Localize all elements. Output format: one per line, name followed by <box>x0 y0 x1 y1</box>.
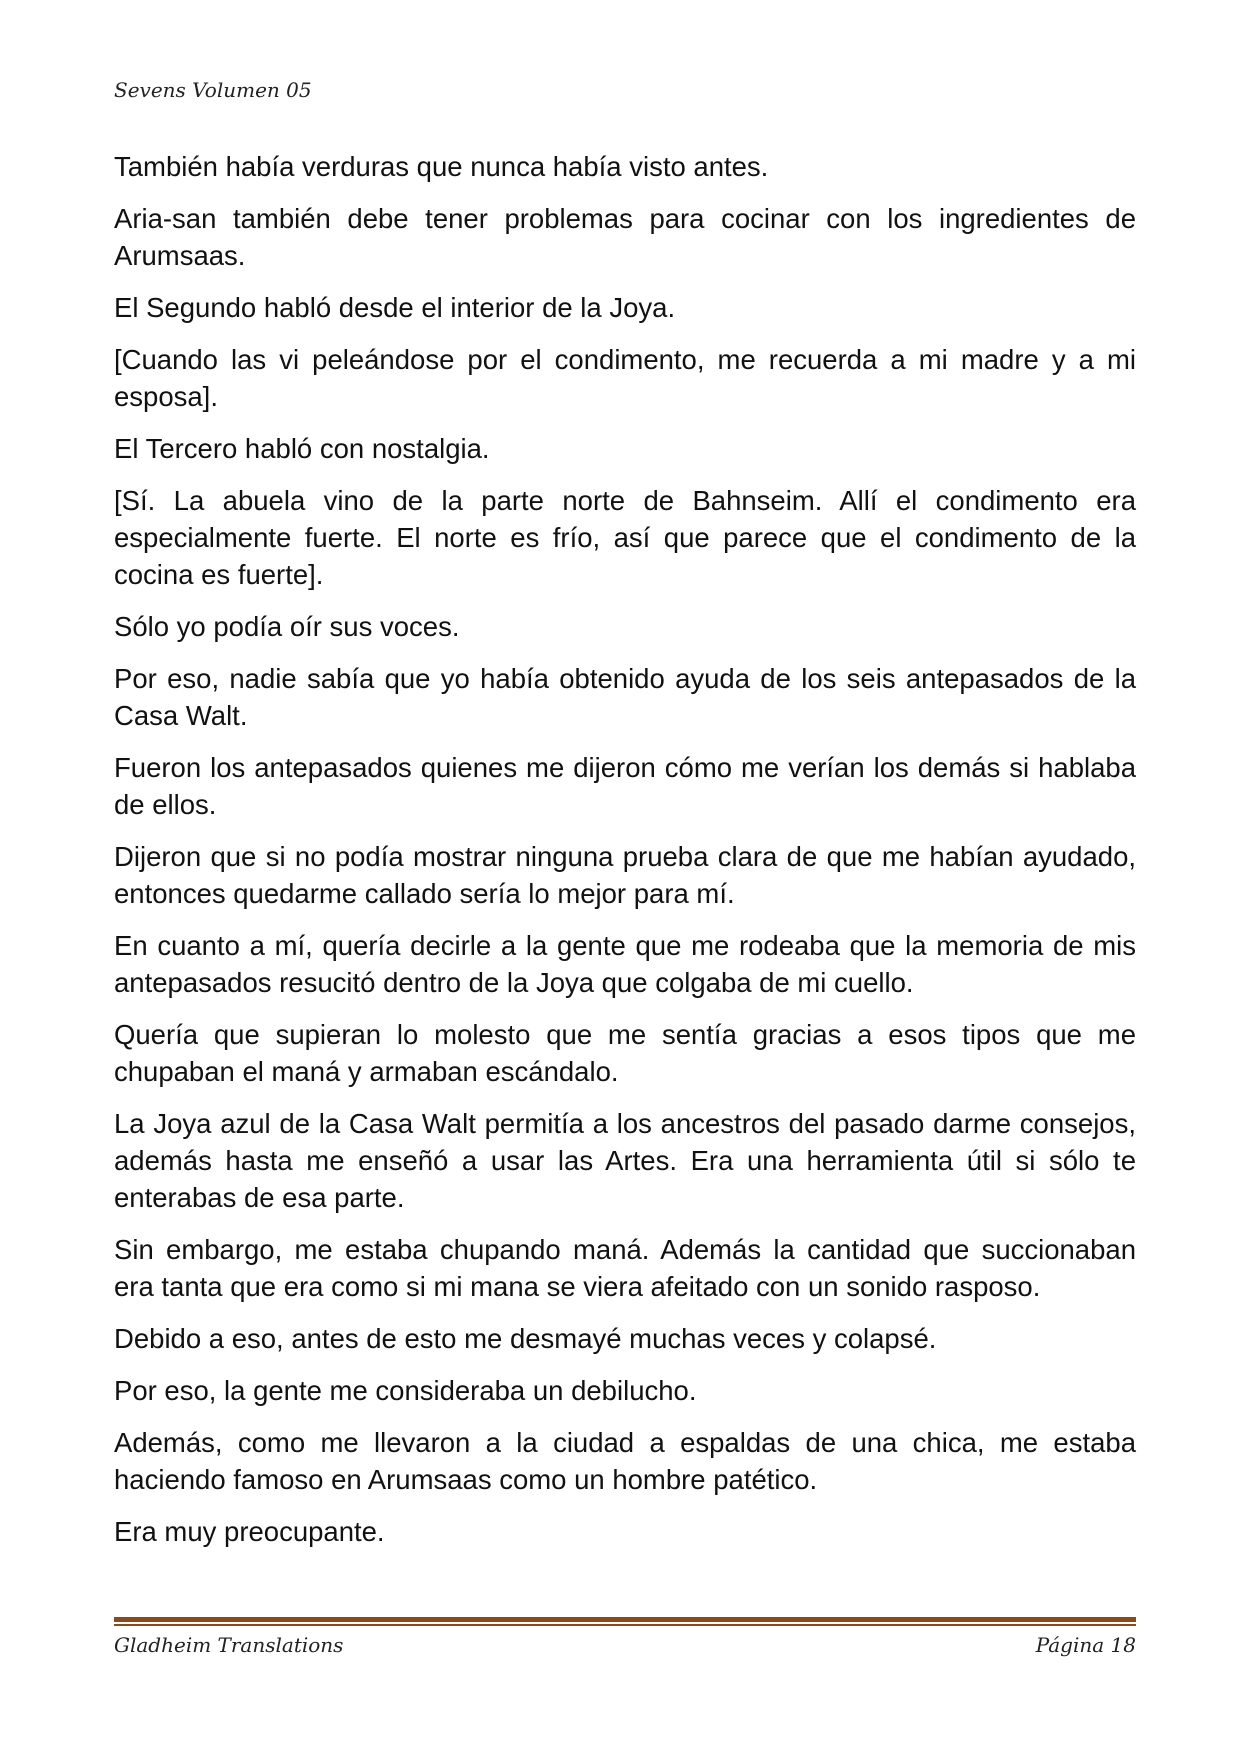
paragraph: En cuanto a mí, quería decirle a la gente que me rodeaba que la memoria de mis antepasados resucitó dentro de la Joya que colgaba de mi cuello. <box>114 930 1136 998</box>
paragraph: El Tercero habló con nostalgia. <box>114 433 490 464</box>
paragraph: Además, como me llevaron a la ciudad a espaldas de una chica, me estaba haciendo famoso en Arumsaas como un hombre patético. <box>114 1427 1136 1495</box>
footer-page-number: Página 18 <box>1035 1633 1136 1657</box>
paragraph: La Joya azul de la Casa Walt permitía a los ancestros del pasado darme consejos, además hasta me enseñó a usar las Artes. Era una herramienta útil si sólo te enterabas de esa parte. <box>114 1108 1136 1213</box>
paragraph: Sólo yo podía oír sus voces. <box>114 611 460 642</box>
paragraph: Dijeron que si no podía mostrar ninguna prueba clara de que me habían ayudado, entonces quedarme callado sería lo mejor para mí. <box>114 841 1136 909</box>
footer-divider <box>114 1617 1136 1626</box>
footer-translator: Gladheim Translations <box>114 1633 344 1657</box>
paragraph: Quería que supieran lo molesto que me sentía gracias a esos tipos que me chupaban el maná y armaban escándalo. <box>114 1019 1136 1087</box>
paragraph: Por eso, la gente me consideraba un debilucho. <box>114 1375 697 1406</box>
paragraph: Por eso, nadie sabía que yo había obtenido ayuda de los seis antepasados de la Casa Walt. <box>114 663 1136 731</box>
body-text <box>114 148 1136 1565</box>
paragraph: Aria-san también debe tener problemas para cocinar con los ingredientes de Arumsaas. <box>114 203 1136 271</box>
paragraph: También había verduras que nunca había visto antes. <box>114 151 769 182</box>
footer-divider-thick <box>114 1617 1136 1622</box>
paragraph: Fueron los antepasados quienes me dijeron cómo me verían los demás si hablaba de ellos. <box>114 752 1136 820</box>
paragraph: Sin embargo, me estaba chupando maná. Además la cantidad que succionaban era tanta que era como si mi mana se viera afeitado con un sonido rasposo. <box>114 1234 1136 1302</box>
paragraph: [Cuando las vi peleándose por el condimento, me recuerda a mi madre y a mi esposa]. <box>114 344 1136 412</box>
paragraph: [Sí. La abuela vino de la parte norte de Bahnseim. Allí el condimento era especialmente fuerte. El norte es frío, así que parece que el condimento de la cocina es fuerte]. <box>114 485 1136 590</box>
paragraph: El Segundo habló desde el interior de la Joya. <box>114 292 676 323</box>
paragraph: Era muy preocupante. <box>114 1516 385 1547</box>
page-header-title: Sevens Volumen 05 <box>114 78 312 102</box>
footer-divider-thin <box>114 1624 1136 1626</box>
paragraph: Debido a eso, antes de esto me desmayé muchas veces y colapsé. <box>114 1323 937 1354</box>
